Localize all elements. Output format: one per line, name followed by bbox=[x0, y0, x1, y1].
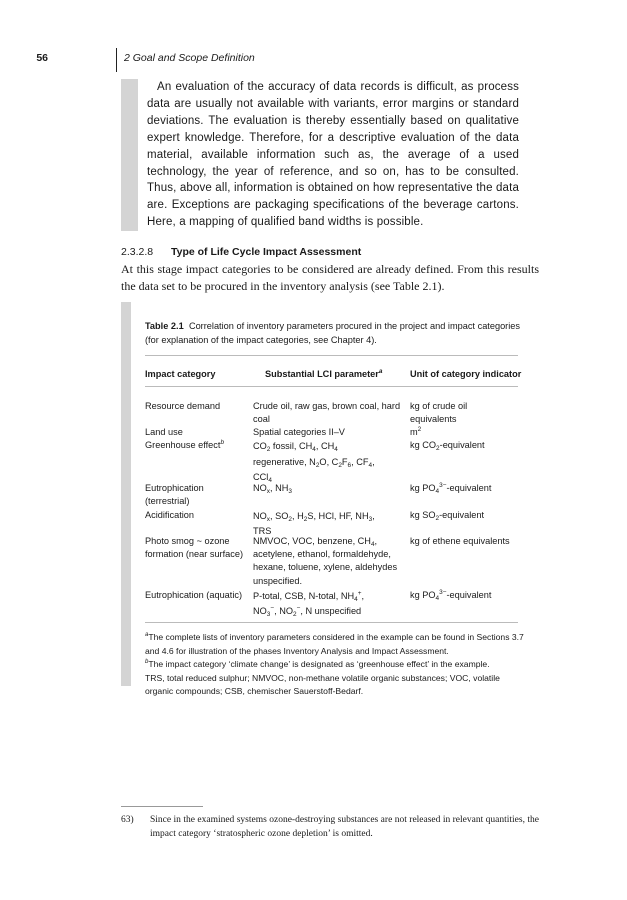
eutro-aq-u1: kg PO bbox=[410, 590, 436, 600]
section-number: 2.3.2.8 bbox=[121, 246, 154, 258]
page-number: 56 bbox=[36, 52, 48, 64]
table-footnote-b-text: The impact category ‘climate change’ is designated as ‘greenhouse effect’ in the example. bbox=[148, 659, 490, 669]
cell-param-resource: Crude oil, raw gas, brown coal, hard coal bbox=[253, 401, 401, 425]
cell-param-eutro-terr bbox=[253, 482, 408, 495]
acid-p2: , SO bbox=[270, 511, 289, 521]
eutro-terr-p2s: 3 bbox=[288, 488, 292, 495]
cell-category-land: Land use bbox=[145, 427, 183, 437]
eutro-aq-p4sup: − bbox=[296, 605, 301, 612]
ghg-p4s: 2 bbox=[315, 461, 320, 469]
acid-p2s: 2 bbox=[288, 516, 292, 523]
cell-unit-acid bbox=[410, 509, 525, 522]
acid-p4: S, HCl, HF, NH bbox=[307, 511, 369, 521]
cell-unit-eutro-aq bbox=[410, 589, 525, 602]
page-footnote bbox=[121, 814, 539, 841]
table-header-rule bbox=[145, 386, 518, 387]
cell-unit-smog: kg of ethene equivalents bbox=[410, 536, 510, 546]
ghg-p3: , CH bbox=[315, 441, 335, 451]
eutro-aq-p1: P-total, CSB, N-total, NH bbox=[253, 591, 355, 601]
cell-param-eutro-aq bbox=[253, 589, 408, 619]
category-ghg-text: Greenhouse effect bbox=[145, 440, 221, 450]
header-lci-parameter-text: Substantial LCI parameter bbox=[265, 369, 379, 379]
cell-category-ghg bbox=[145, 439, 253, 452]
ghg-u1: kg CO bbox=[410, 440, 437, 450]
ghg-u2: -equivalent bbox=[439, 440, 485, 450]
ghg-p2: fossil, CH bbox=[270, 441, 313, 451]
table-label: Table 2.1 bbox=[145, 321, 184, 331]
eutro-aq-p4s: 2 bbox=[293, 611, 297, 618]
smog-p1s: 4 bbox=[370, 541, 375, 548]
cell-unit-land bbox=[410, 426, 525, 439]
cell-unit-eutro-terr bbox=[410, 482, 525, 495]
table-caption-text: Correlation of inventory parameters procured in the project and impact categories (for explanation of the impact categories, see Chapter 4). bbox=[145, 321, 520, 345]
eutro-aq-p1sup: + bbox=[357, 590, 362, 597]
eutro-terr-p2: , NH bbox=[270, 483, 289, 493]
header-unit: Unit of category indicator bbox=[410, 369, 522, 379]
ghg-p9s: 4 bbox=[268, 477, 272, 484]
header-note-a: a bbox=[378, 368, 383, 375]
eutro-terr-u1s: 4 bbox=[435, 488, 440, 495]
table-footnote-a-text: The complete lists of inventory parameters considered in the example can be found in Sections 3.7 and 4.6 for illustration of the phases Inventory Analysis and Impact Assessment. bbox=[145, 632, 524, 656]
acid-u1s: 2 bbox=[435, 515, 440, 522]
acid-u2: -equivalent bbox=[439, 510, 485, 520]
smog-p3: acetylene, ethanol, formaldehyde, hexane, toluene, xylene, aldehydes unspecified. bbox=[253, 549, 398, 586]
table-caption bbox=[145, 320, 520, 347]
ghg-p3s: 4 bbox=[334, 446, 338, 453]
eutro-aq-p3sup: − bbox=[270, 605, 275, 612]
table-footnote-b-mark: b bbox=[145, 659, 149, 665]
acid-p3: , H bbox=[291, 511, 304, 521]
header-divider bbox=[116, 48, 117, 72]
body-paragraph: An evaluation of the accuracy of data records is difficult, as process data are usually not available with variants, error margins or standard deviations. The evaluation is thereby essentially based on qualitative expert knowledge. Therefore, for a descriptive evaluation of the data material, available information such as, the average of a used technology, the year of reference, and so on, has to be consulted. Thus, above all, information is obtained on how representative the data are. Exceptions are packaging specifications of the beverage cartons. Here, a mapping of qualified band widths is possible. bbox=[147, 81, 519, 229]
acid-u1: kg SO bbox=[410, 510, 436, 520]
cell-category-smog: Photo smog ~ ozone formation (near surface) bbox=[145, 536, 244, 560]
eutro-terr-u1sup: 3− bbox=[439, 482, 447, 489]
table-footnote-b bbox=[145, 658, 525, 672]
eutro-aq-p4: , NO bbox=[274, 606, 294, 616]
smog-p2: , bbox=[374, 536, 378, 546]
eutro-terr-p1: NO bbox=[253, 483, 267, 493]
paragraph-shade-bar bbox=[121, 79, 138, 231]
table-footnote-a-mark: a bbox=[145, 632, 149, 638]
eutro-aq-p1s: 4 bbox=[354, 596, 358, 603]
eutro-aq-u1s: 4 bbox=[435, 595, 440, 602]
eutro-aq-p2: , bbox=[361, 591, 365, 601]
eutro-aq-p3s: 3 bbox=[266, 611, 271, 618]
acid-p6: TRS bbox=[253, 526, 272, 536]
eutro-terr-u1: kg PO bbox=[410, 483, 436, 493]
table-top-rule bbox=[145, 355, 518, 356]
ghg-p5s: 2 bbox=[338, 461, 342, 469]
ghg-p6: F bbox=[341, 456, 348, 467]
cell-category-acid: Acidification bbox=[145, 510, 195, 520]
category-ghg-note: b bbox=[220, 439, 225, 446]
ghg-p2s: 4 bbox=[312, 446, 316, 453]
eutro-terr-u2: -equivalent bbox=[446, 483, 492, 493]
running-title: 2 Goal and Scope Definition bbox=[124, 52, 255, 64]
eutro-aq-u2: -equivalent bbox=[446, 590, 492, 600]
header-lci-parameter bbox=[265, 369, 382, 379]
cell-unit-resource: kg of crude oil equivalents bbox=[410, 401, 468, 425]
table-footnote-a bbox=[145, 631, 525, 658]
eutro-aq-p5: , N unspecified bbox=[300, 606, 362, 616]
unit-land-base: m bbox=[410, 427, 418, 437]
section-text: At this stage impact categories to be considered are already defined. From this results the data set to be procured in the inventory analysis (see Table 2.1). bbox=[121, 262, 539, 293]
cell-category-eutro-terr: Eutrophication (terrestrial) bbox=[145, 483, 204, 507]
cell-param-ghg bbox=[253, 439, 408, 486]
table-bottom-rule bbox=[145, 622, 518, 623]
smog-p1: NMVOC, VOC, benzene, CH bbox=[253, 536, 371, 546]
acid-p1s: x bbox=[266, 516, 270, 523]
ghg-p9: CCl bbox=[253, 472, 269, 482]
ghg-p6s: 6 bbox=[347, 461, 352, 469]
footnote-divider bbox=[121, 806, 203, 807]
ghg-p5: O, C bbox=[319, 456, 339, 467]
unit-land-sup: 2 bbox=[417, 426, 422, 433]
ghg-p1: CO bbox=[253, 441, 267, 451]
cell-category-resource: Resource demand bbox=[145, 401, 221, 411]
cell-category-eutro-aq: Eutrophication (aquatic) bbox=[145, 590, 243, 600]
acid-p5: , bbox=[372, 511, 375, 521]
section-title: Type of Life Cycle Impact Assessment bbox=[171, 246, 362, 258]
acid-p1: NO bbox=[253, 511, 267, 521]
ghg-p7s: 4 bbox=[368, 461, 373, 469]
table-footnotes bbox=[145, 631, 525, 699]
ghg-p8: , bbox=[372, 456, 375, 467]
footnote-mark: 63) bbox=[121, 815, 134, 825]
table-shade-bar bbox=[121, 302, 131, 686]
eutro-aq-p3: NO bbox=[253, 606, 267, 616]
cell-param-smog bbox=[253, 535, 403, 588]
ghg-u1s: 2 bbox=[436, 445, 440, 452]
eutro-aq-u1sup: 3− bbox=[439, 589, 447, 596]
section-heading bbox=[121, 246, 361, 258]
ghg-p7: , CF bbox=[351, 456, 369, 467]
cell-param-land: Spatial categories II–V bbox=[253, 427, 345, 437]
header-impact-category: Impact category bbox=[145, 369, 216, 379]
ghg-p1s: 2 bbox=[266, 446, 271, 453]
acid-p4s: 3 bbox=[368, 516, 373, 523]
footnote-text: Since in the examined systems ozone-destroying substances are not released in relevant quantities, the impact category ‘stratospheric ozone depletion’ is omitted. bbox=[150, 815, 539, 839]
ghg-p4: regenerative, N bbox=[253, 456, 316, 467]
acid-p3s: 2 bbox=[303, 516, 308, 523]
table-footnote-abbreviations: TRS, total reduced sulphur; NMVOC, non-methane volatile organic substances; VOC, volatile organic compounds; CSB, chemischer Sauerstoff-Bedarf. bbox=[145, 672, 500, 696]
eutro-terr-p1s: x bbox=[266, 488, 270, 495]
cell-unit-ghg bbox=[410, 439, 525, 452]
